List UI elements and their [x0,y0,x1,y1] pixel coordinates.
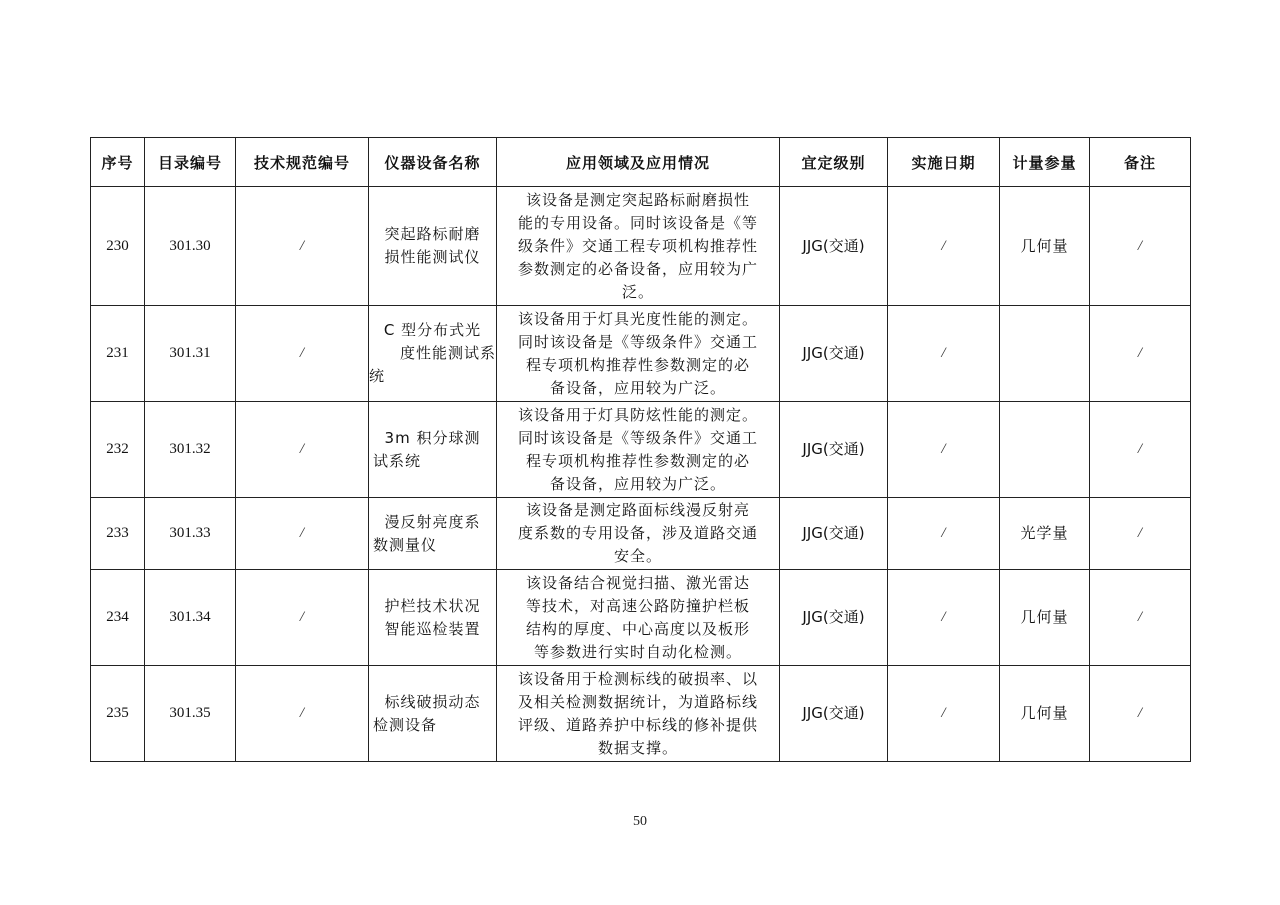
header-application: 应用领域及应用情况 [497,138,780,187]
header-catalog-no: 目录编号 [145,138,236,187]
cell-seq: 233 [91,498,145,570]
cell-level: JJG(交通) [780,402,888,498]
cell-parameter [1000,306,1090,402]
cell-parameter: 几何量 [1000,187,1090,306]
header-level: 宜定级别 [780,138,888,187]
cell-equipment-name [369,402,497,498]
application-line: 该设备用于灯具光度性能的测定。 [517,309,758,328]
header-parameter: 计量参量 [1000,138,1090,187]
name-line: 损性能测试仪 [384,248,481,266]
name-line: 检测设备 [373,715,438,734]
header-equipment-name: 仪器设备名称 [369,138,497,187]
table-row [91,666,1191,762]
cell-catalog-no: 301.31 [145,306,236,402]
application-line: 该设备用于检测标线的破损率、以 [517,669,758,688]
application-line: 级条件》交通工程专项机构推荐性 [517,236,758,255]
application-line: 等参数进行实时自动化检测。 [533,642,742,661]
application-line: 数据支撑。 [597,738,678,757]
cell-equipment-name [369,666,497,762]
cell-remark: / [1090,498,1191,570]
cell-remark: / [1090,666,1191,762]
cell-equipment-name [369,498,497,570]
header-spec-no: 技术规范编号 [236,138,369,187]
cell-catalog-no: 301.35 [145,666,236,762]
cell-application [497,402,780,498]
cell-level: JJG(交通) [780,306,888,402]
cell-spec-no: / [236,187,369,306]
cell-equipment-name [369,306,497,402]
application-line: 等技术，对高速公路防撞护栏板 [525,596,750,615]
cell-parameter: 几何量 [1000,666,1090,762]
application-line: 该设备结合视觉扫描、激光雷达 [525,573,750,592]
cell-parameter: 光学量 [1000,498,1090,570]
table-row [91,402,1191,498]
cell-catalog-no: 301.32 [145,402,236,498]
cell-application [497,306,780,402]
page-number: 50 [633,814,647,829]
cell-catalog-no: 301.34 [145,570,236,666]
cell-application [497,570,780,666]
application-line: 及相关检测数据统计，为道路标线 [517,692,758,711]
application-line: 评级、道路养护中标线的修补提供 [517,715,758,734]
cell-seq: 230 [91,187,145,306]
cell-spec-no: / [236,498,369,570]
name-line: 护栏技术状况 [384,596,481,615]
application-line: 程专项机构推荐性参数测定的必 [525,451,750,470]
name-line: 统 [369,367,386,385]
application-line: 参数测定的必备设备，应用较为广 [517,259,758,278]
application-line: 备设备，应用较为广泛。 [549,474,726,493]
cell-remark: / [1090,187,1191,306]
table-row [91,570,1191,666]
cell-spec-no: / [236,306,369,402]
cell-application [497,187,780,306]
cell-parameter: 几何量 [1000,570,1090,666]
cell-date: / [888,187,1000,306]
header-date: 实施日期 [888,138,1000,187]
name-line: 漫反射亮度系 [384,512,481,531]
name-line: 突起路标耐磨 [384,225,481,243]
cell-remark: / [1090,570,1191,666]
application-line: 该设备是测定突起路标耐磨损性 [525,190,750,209]
cell-level: JJG(交通) [780,570,888,666]
application-line: 该设备是测定路面标线漫反射亮 [525,501,750,519]
name-line: 标线破损动态 [384,692,481,711]
application-line: 该设备用于灯具防炫性能的测定。 [517,405,758,424]
name-line: 智能巡检装置 [384,619,481,638]
table-row [91,306,1191,402]
header-remark: 备注 [1090,138,1191,187]
application-line: 泛。 [621,282,654,301]
cell-spec-no: / [236,402,369,498]
application-line: 能的专用设备。同时该设备是《等 [517,213,758,232]
table-row [91,187,1191,306]
equipment-catalog-table [90,137,1191,762]
cell-seq: 231 [91,306,145,402]
cell-spec-no: / [236,570,369,666]
cell-date: / [888,570,1000,666]
table-row [91,498,1191,570]
cell-level: JJG(交通) [780,187,888,306]
name-line: C 型分布式光 [383,321,482,339]
table-header-row [91,138,1191,187]
cell-level: JJG(交通) [780,666,888,762]
name-line: 度性能测试系 [399,344,496,362]
cell-catalog-no: 301.30 [145,187,236,306]
application-line: 程专项机构推荐性参数测定的必 [525,355,750,374]
cell-seq: 234 [91,570,145,666]
application-line: 安全。 [613,547,662,565]
cell-parameter [1000,402,1090,498]
cell-date: / [888,402,1000,498]
cell-spec-no: / [236,666,369,762]
cell-application [497,498,780,570]
application-line: 结构的厚度、中心高度以及板形 [525,619,750,638]
cell-equipment-name [369,570,497,666]
application-line: 度系数的专用设备，涉及道路交通 [517,524,758,542]
cell-remark: / [1090,402,1191,498]
cell-date: / [888,666,1000,762]
cell-seq: 235 [91,666,145,762]
name-line: 3m 积分球测 [384,428,481,447]
application-line: 同时该设备是《等级条件》交通工 [517,428,758,447]
cell-date: / [888,498,1000,570]
application-line: 同时该设备是《等级条件》交通工 [517,332,758,351]
cell-catalog-no: 301.33 [145,498,236,570]
cell-equipment-name [369,187,497,306]
name-line: 试系统 [373,451,422,470]
header-seq: 序号 [91,138,145,187]
cell-remark: / [1090,306,1191,402]
cell-seq: 232 [91,402,145,498]
application-line: 备设备，应用较为广泛。 [549,378,726,397]
cell-level: JJG(交通) [780,498,888,570]
cell-application [497,666,780,762]
cell-date: / [888,306,1000,402]
name-line: 数测量仪 [373,535,438,554]
